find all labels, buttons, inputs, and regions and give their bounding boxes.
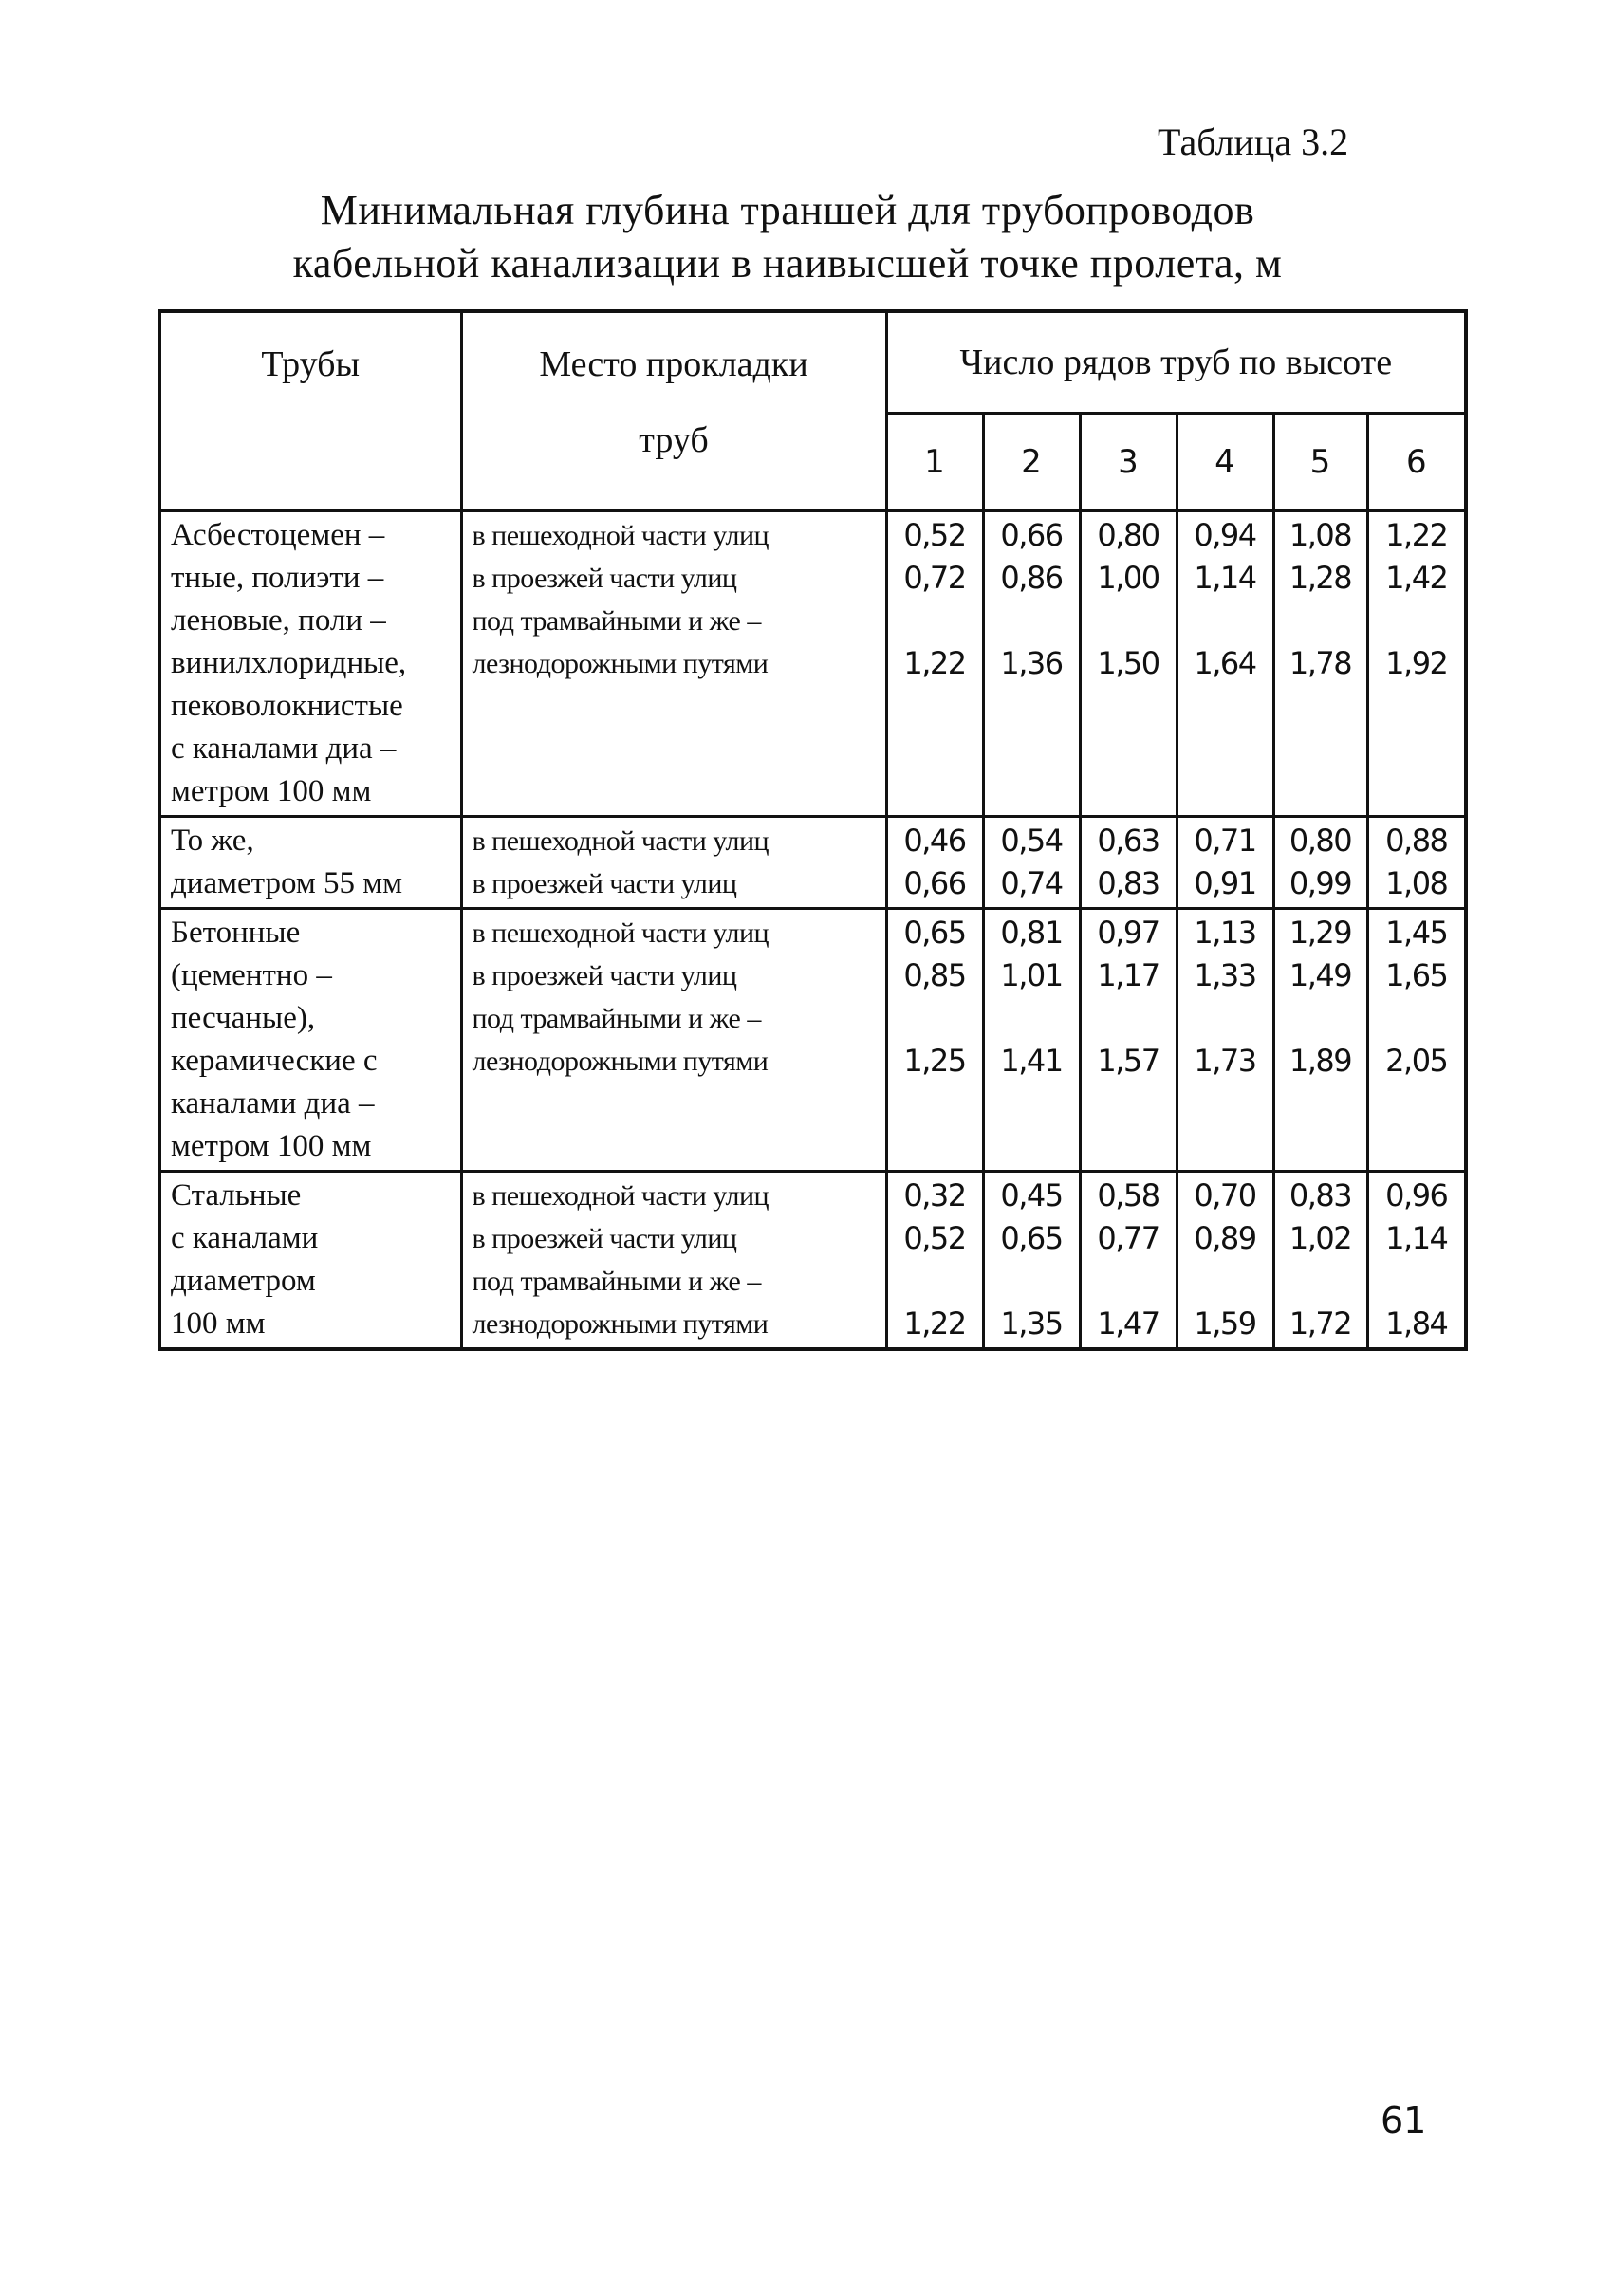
value-spacer xyxy=(888,1260,982,1303)
title-line-2: кабельной канализации в наивысшей точке пролета, м xyxy=(292,240,1283,287)
depth-value: 0,83 xyxy=(1289,1177,1352,1213)
pipe-type-cell xyxy=(159,1172,461,1350)
depth-value: 1,08 xyxy=(1289,517,1352,553)
depth-value-cell xyxy=(1177,1172,1273,1350)
depth-value-cell xyxy=(983,909,1080,1172)
pipe-type-line: тные, полиэти – xyxy=(171,561,384,595)
page-number: 61 xyxy=(1381,2100,1427,2141)
depth-value: 1,50 xyxy=(1097,645,1159,681)
value-spacer xyxy=(1082,600,1176,642)
value-spacer xyxy=(888,600,982,642)
depth-value-cell xyxy=(1367,817,1466,909)
depth-value-cell xyxy=(983,817,1080,909)
header-col-5: 5 xyxy=(1273,414,1367,511)
depth-value-cell xyxy=(1367,511,1466,817)
laying-place-line: под трамвайными и же – xyxy=(472,1003,761,1034)
depth-value: 1,47 xyxy=(1097,1305,1159,1342)
value-spacer xyxy=(1178,600,1272,642)
value-spacer xyxy=(1082,997,1176,1040)
depth-value-cell xyxy=(1273,1172,1367,1350)
depth-value: 1,08 xyxy=(1385,865,1448,901)
depth-value: 0,45 xyxy=(1000,1177,1063,1213)
depth-value: 0,54 xyxy=(1000,823,1063,859)
value-spacer xyxy=(1369,997,1465,1040)
depth-value: 0,83 xyxy=(1097,865,1159,901)
depth-value: 0,70 xyxy=(1194,1177,1256,1213)
depth-value: 0,81 xyxy=(1000,915,1063,951)
depth-value: 1,42 xyxy=(1385,560,1448,596)
depth-value-cell xyxy=(1177,511,1273,817)
laying-place-cell xyxy=(461,1172,886,1350)
laying-place-line: в пешеходной части улиц xyxy=(472,917,769,949)
depth-value: 0,65 xyxy=(903,915,966,951)
depth-value: 1,35 xyxy=(1000,1305,1063,1342)
table-row xyxy=(159,909,1466,1172)
pipe-type-line: То же, xyxy=(171,824,254,858)
laying-place-cell xyxy=(461,909,886,1172)
depth-value: 0,94 xyxy=(1194,517,1256,553)
pipe-type-line: диаметром 55 мм xyxy=(171,866,402,900)
value-spacer xyxy=(1275,997,1366,1040)
table-row xyxy=(159,1172,1466,1350)
pipe-type-line: метром 100 мм xyxy=(171,774,372,808)
laying-place-line: лезнодорожными путями xyxy=(472,1046,769,1077)
depth-value-cell xyxy=(886,817,983,909)
depth-value: 0,66 xyxy=(903,865,966,901)
depth-value: 1,33 xyxy=(1194,957,1256,993)
depth-value: 0,77 xyxy=(1097,1220,1159,1256)
value-spacer xyxy=(1178,1260,1272,1303)
laying-place-line: в проезжей части улиц xyxy=(472,960,737,991)
pipe-type-line: пековолокнистые xyxy=(171,689,403,723)
laying-place-cell xyxy=(461,511,886,817)
value-spacer xyxy=(1178,997,1272,1040)
depth-value: 1,59 xyxy=(1194,1305,1256,1342)
pipe-type-line: каналами диа – xyxy=(171,1086,375,1120)
header-place xyxy=(461,311,886,511)
depth-value: 0,58 xyxy=(1097,1177,1159,1213)
depth-value: 1,78 xyxy=(1289,645,1352,681)
depth-value-cell xyxy=(983,511,1080,817)
depth-value-cell xyxy=(1080,817,1177,909)
depth-value: 1,89 xyxy=(1289,1043,1352,1079)
depth-value: 0,72 xyxy=(903,560,966,596)
depth-value: 0,97 xyxy=(1097,915,1159,951)
header-pipes: Трубы xyxy=(159,311,461,511)
depth-value-cell xyxy=(1367,1172,1466,1350)
depth-value: 1,29 xyxy=(1289,915,1352,951)
depth-value: 1,92 xyxy=(1385,645,1448,681)
pipe-type-line: (цементно – xyxy=(171,958,332,992)
value-spacer xyxy=(1369,1260,1465,1303)
depth-value: 1,73 xyxy=(1194,1043,1256,1079)
value-spacer xyxy=(985,600,1079,642)
depth-value: 0,88 xyxy=(1385,823,1448,859)
table-body xyxy=(159,511,1466,1350)
header-place-line-1: Место прокладки xyxy=(539,344,808,384)
depth-value: 0,85 xyxy=(903,957,966,993)
depth-value: 1,64 xyxy=(1194,645,1256,681)
depth-value-cell xyxy=(1273,817,1367,909)
pipe-type-line: Бетонные xyxy=(171,916,301,950)
depth-value-cell xyxy=(1080,1172,1177,1350)
depth-value-cell xyxy=(886,1172,983,1350)
value-spacer xyxy=(888,997,982,1040)
depth-value-cell xyxy=(1177,909,1273,1172)
pipe-type-line: с каналами диа – xyxy=(171,731,397,766)
depth-value: 0,52 xyxy=(903,517,966,553)
depth-value: 1,28 xyxy=(1289,560,1352,596)
depth-value: 0,99 xyxy=(1289,865,1352,901)
pipe-type-line: песчаные), xyxy=(171,1001,316,1035)
laying-place-line: лезнодорожными путями xyxy=(472,1308,769,1340)
value-spacer xyxy=(1275,1260,1366,1303)
pipe-type-line: Асбестоцемен – xyxy=(171,518,385,552)
depth-value: 0,65 xyxy=(1000,1220,1063,1256)
depth-value: 1,49 xyxy=(1289,957,1352,993)
value-spacer xyxy=(1275,600,1366,642)
depth-value-cell xyxy=(1273,511,1367,817)
depth-value: 1,14 xyxy=(1385,1220,1448,1256)
depth-value-cell xyxy=(1273,909,1367,1172)
depth-value: 1,84 xyxy=(1385,1305,1448,1342)
depth-value: 0,80 xyxy=(1289,823,1352,859)
laying-place-line: под трамвайными и же – xyxy=(472,605,761,637)
depth-value: 1,22 xyxy=(1385,517,1448,553)
pipe-type-cell xyxy=(159,909,461,1172)
pipe-type-line: с каналами xyxy=(171,1221,319,1255)
laying-place-line: в пешеходной части улиц xyxy=(472,825,769,857)
pipe-type-line: винилхлоридные, xyxy=(171,646,407,680)
depth-value: 1,01 xyxy=(1000,957,1063,993)
laying-place-line: в проезжей части улиц xyxy=(472,868,737,899)
laying-place-line: в проезжей части улиц xyxy=(472,1223,737,1254)
depth-value: 1,36 xyxy=(1000,645,1063,681)
header-col-4: 4 xyxy=(1177,414,1273,511)
depth-value: 0,91 xyxy=(1194,865,1256,901)
depth-value: 1,13 xyxy=(1194,915,1256,951)
header-col-1: 1 xyxy=(886,414,983,511)
table-label: Таблица 3.2 xyxy=(1158,120,1349,163)
value-spacer xyxy=(985,1260,1079,1303)
depth-value: 1,00 xyxy=(1097,560,1159,596)
depth-value: 1,02 xyxy=(1289,1220,1352,1256)
depth-value: 0,80 xyxy=(1097,517,1159,553)
depth-value: 1,41 xyxy=(1000,1043,1063,1079)
laying-place-line: в пешеходной части улиц xyxy=(472,520,769,551)
depth-value: 0,32 xyxy=(903,1177,966,1213)
pipe-type-line: керамические с xyxy=(171,1044,378,1078)
pipe-type-cell xyxy=(159,511,461,817)
pipe-type-cell xyxy=(159,817,461,909)
laying-place-cell xyxy=(461,817,886,909)
header-rows-count: Число рядов труб по высоте xyxy=(886,311,1466,414)
table-title xyxy=(171,184,1404,290)
depth-value: 1,14 xyxy=(1194,560,1256,596)
depth-value: 0,63 xyxy=(1097,823,1159,859)
value-spacer xyxy=(985,997,1079,1040)
depth-value: 1,65 xyxy=(1385,957,1448,993)
laying-place-line: под трамвайными и же – xyxy=(472,1266,761,1297)
depth-value: 2,05 xyxy=(1385,1043,1448,1079)
header-place-line-2: труб xyxy=(639,420,709,460)
pipe-type-line: леновые, поли – xyxy=(171,603,386,638)
depth-value: 0,96 xyxy=(1385,1177,1448,1213)
depth-value: 1,72 xyxy=(1289,1305,1352,1342)
pipe-type-line: метром 100 мм xyxy=(171,1129,372,1163)
depth-value-cell xyxy=(886,511,983,817)
depth-value: 0,74 xyxy=(1000,865,1063,901)
depth-value: 0,71 xyxy=(1194,823,1256,859)
header-col-2: 2 xyxy=(983,414,1080,511)
depth-value: 0,52 xyxy=(903,1220,966,1256)
laying-place-line: лезнодорожными путями xyxy=(472,648,769,679)
table-row xyxy=(159,817,1466,909)
depth-table xyxy=(158,309,1468,1351)
pipe-type-line: диаметром xyxy=(171,1264,316,1298)
title-line-1: Минимальная глубина траншей для трубопроводов xyxy=(320,187,1255,233)
depth-value: 1,22 xyxy=(903,1305,966,1342)
depth-value: 1,25 xyxy=(903,1043,966,1079)
depth-value: 0,89 xyxy=(1194,1220,1256,1256)
laying-place-line: в проезжей части улиц xyxy=(472,563,737,594)
depth-value-cell xyxy=(1367,909,1466,1172)
pipe-type-line: Стальные xyxy=(171,1178,302,1213)
header-col-3: 3 xyxy=(1080,414,1177,511)
depth-value: 1,22 xyxy=(903,645,966,681)
depth-value-cell xyxy=(1177,817,1273,909)
depth-value-cell xyxy=(1080,909,1177,1172)
header-col-6: 6 xyxy=(1367,414,1466,511)
depth-value-cell xyxy=(1080,511,1177,817)
value-spacer xyxy=(1369,600,1465,642)
laying-place-line: в пешеходной части улиц xyxy=(472,1180,769,1212)
depth-value: 1,57 xyxy=(1097,1043,1159,1079)
depth-value: 1,45 xyxy=(1385,915,1448,951)
depth-value: 0,46 xyxy=(903,823,966,859)
table-row xyxy=(159,511,1466,817)
value-spacer xyxy=(1082,1260,1176,1303)
depth-value-cell xyxy=(983,1172,1080,1350)
pipe-type-line: 100 мм xyxy=(171,1306,266,1341)
depth-value: 1,17 xyxy=(1097,957,1159,993)
depth-value: 0,66 xyxy=(1000,517,1063,553)
depth-value: 0,86 xyxy=(1000,560,1063,596)
depth-value-cell xyxy=(886,909,983,1172)
